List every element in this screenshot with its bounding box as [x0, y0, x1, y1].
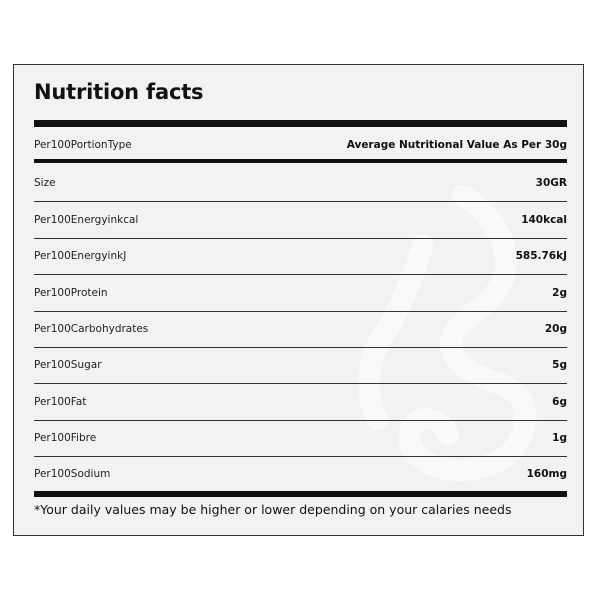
row-value: 6g	[552, 396, 567, 408]
row-value: 5g	[552, 359, 567, 371]
footnote: *Your daily values may be higher or lower depending on your calaries needs	[34, 502, 512, 517]
header-row	[34, 127, 567, 163]
page-title: Nutrition facts	[34, 80, 204, 104]
row-label: Per100Carbohydrates	[34, 323, 149, 335]
row-label: Size	[34, 177, 56, 189]
row-value: 1g	[552, 432, 567, 444]
nutrition-row-sodium	[34, 456, 567, 492]
header-value: Average Nutritional Value As Per 30g	[346, 139, 567, 151]
row-value: 30GR	[535, 177, 567, 189]
row-label: Per100Fibre	[34, 432, 97, 444]
row-label: Per100Protein	[34, 287, 108, 299]
row-value: 20g	[544, 323, 567, 335]
nutrition-row-energy-kj	[34, 238, 567, 275]
row-label: Per100EnergyinkJ	[34, 250, 127, 262]
nutrition-row-protein	[34, 275, 567, 312]
row-value: 140kcal	[521, 214, 567, 226]
nutrition-row-energy-kcal	[34, 202, 567, 239]
header-divider	[34, 159, 567, 163]
row-value: 160mg	[526, 468, 567, 480]
row-label: Per100Fat	[34, 396, 87, 408]
header-label: Per100PortionType	[34, 139, 132, 151]
row-label: Per100Energyinkcal	[34, 214, 139, 226]
row-value: 2g	[552, 287, 567, 299]
row-label: Per100Sodium	[34, 468, 111, 480]
row-value: 585.76kJ	[515, 250, 567, 262]
nutrition-row-sugar	[34, 347, 567, 384]
nutrition-row-fibre	[34, 420, 567, 457]
row-label: Per100Sugar	[34, 359, 102, 371]
nutrition-row-carbohydrates	[34, 311, 567, 348]
bottom-divider	[34, 491, 567, 497]
nutrition-facts-panel	[13, 64, 584, 536]
nutrition-row-size	[34, 165, 567, 202]
nutrition-row-fat	[34, 384, 567, 421]
top-divider	[34, 120, 567, 127]
